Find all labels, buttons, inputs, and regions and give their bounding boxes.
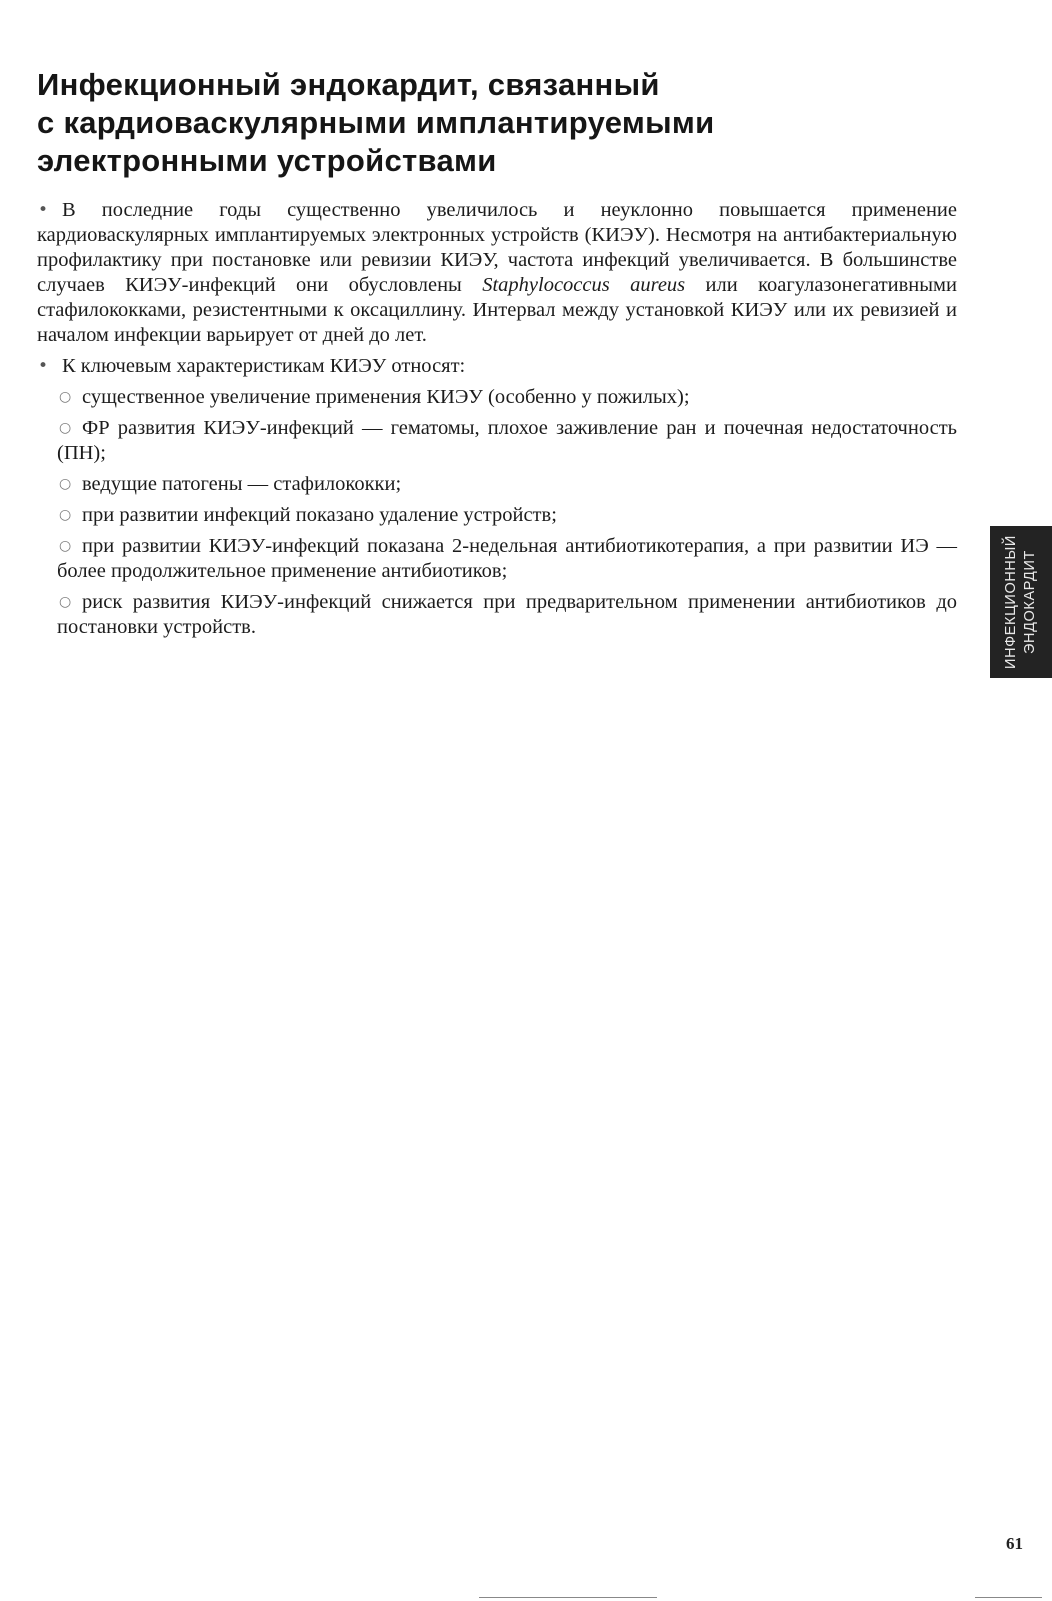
circle-bullet-icon: ○ <box>59 389 72 405</box>
bullet-text-part: или коагулазонегативными стафилококками, резистентными к оксациллину. Интервал между установкой КИЭУ или их ревизией и началом инфекции варьирует от дней до лет. <box>37 274 957 346</box>
circle-bullet-icon: ○ <box>59 507 72 523</box>
species-name: Staphylococcus aureus <box>482 274 686 296</box>
bullet-icon: • <box>38 200 49 220</box>
circle-bullet-icon: ○ <box>59 420 72 436</box>
chapter-tab-line: ЭНДОКАРДИТ <box>1022 550 1038 654</box>
sub-list-text: при развитии КИЭУ-инфекций показана 2-недельная антибиотикотерапия, а при развитии ИЭ — более продолжительное применение антибиотиков; <box>57 535 957 582</box>
sub-list-text: ведущие патогены — стафилококки; <box>82 473 402 495</box>
sub-list-item <box>57 385 957 410</box>
bullet-text-part: В последние годы существенно увеличилось и неуклонно повышается применение кардиоваскулярных имплантируемых электронных устройств (КИЭУ). Несмотря на антибактериальную профилактику при постановке или ревизии КИЭУ, частота инфекций увеличивается. В большинстве случаев КИЭУ-инфекций они обусловлены <box>37 199 957 296</box>
sub-list-text: ФР развития КИЭУ-инфекций — гематомы, плохое заживление ран и почечная недостаточность (ПН); <box>57 417 957 464</box>
circle-bullet-icon: ○ <box>59 476 72 492</box>
bullet-paragraph <box>37 198 957 348</box>
chapter-tab-label <box>1002 535 1040 669</box>
title-line: с кардиоваскулярными имплантируемыми <box>37 105 715 140</box>
chapter-side-tab <box>990 526 1052 678</box>
title-line: электронными устройствами <box>37 143 497 178</box>
bullet-text: К ключевым характеристикам КИЭУ относят: <box>62 355 466 377</box>
sub-list-item <box>57 503 957 528</box>
sub-list-text: при развитии инфекций показано удаление устройств; <box>82 504 557 526</box>
page-content <box>37 66 957 646</box>
chapter-tab-line: ИНФЕКЦИОННЫЙ <box>1003 535 1019 669</box>
circle-bullet-icon: ○ <box>59 594 72 610</box>
title-line: Инфекционный эндокардит, связанный <box>37 67 660 102</box>
bottom-rule <box>975 1597 1042 1598</box>
page-title <box>37 66 957 180</box>
sub-list-item <box>57 534 957 584</box>
sub-list-item <box>57 472 957 497</box>
sub-list-item <box>57 416 957 466</box>
sub-list-text: риск развития КИЭУ-инфекций снижается при предварительном применении антибиотиков до постановки устройств. <box>57 591 957 638</box>
sub-list-text: существенное увеличение применения КИЭУ (особенно у пожилых); <box>82 386 690 408</box>
body-text <box>37 198 957 640</box>
bullet-icon: • <box>38 356 49 376</box>
page-number: 61 <box>1006 1534 1023 1553</box>
sub-list-item <box>57 590 957 640</box>
bottom-rule <box>479 1597 657 1598</box>
bullet-paragraph <box>37 354 957 379</box>
circle-bullet-icon: ○ <box>59 538 72 554</box>
